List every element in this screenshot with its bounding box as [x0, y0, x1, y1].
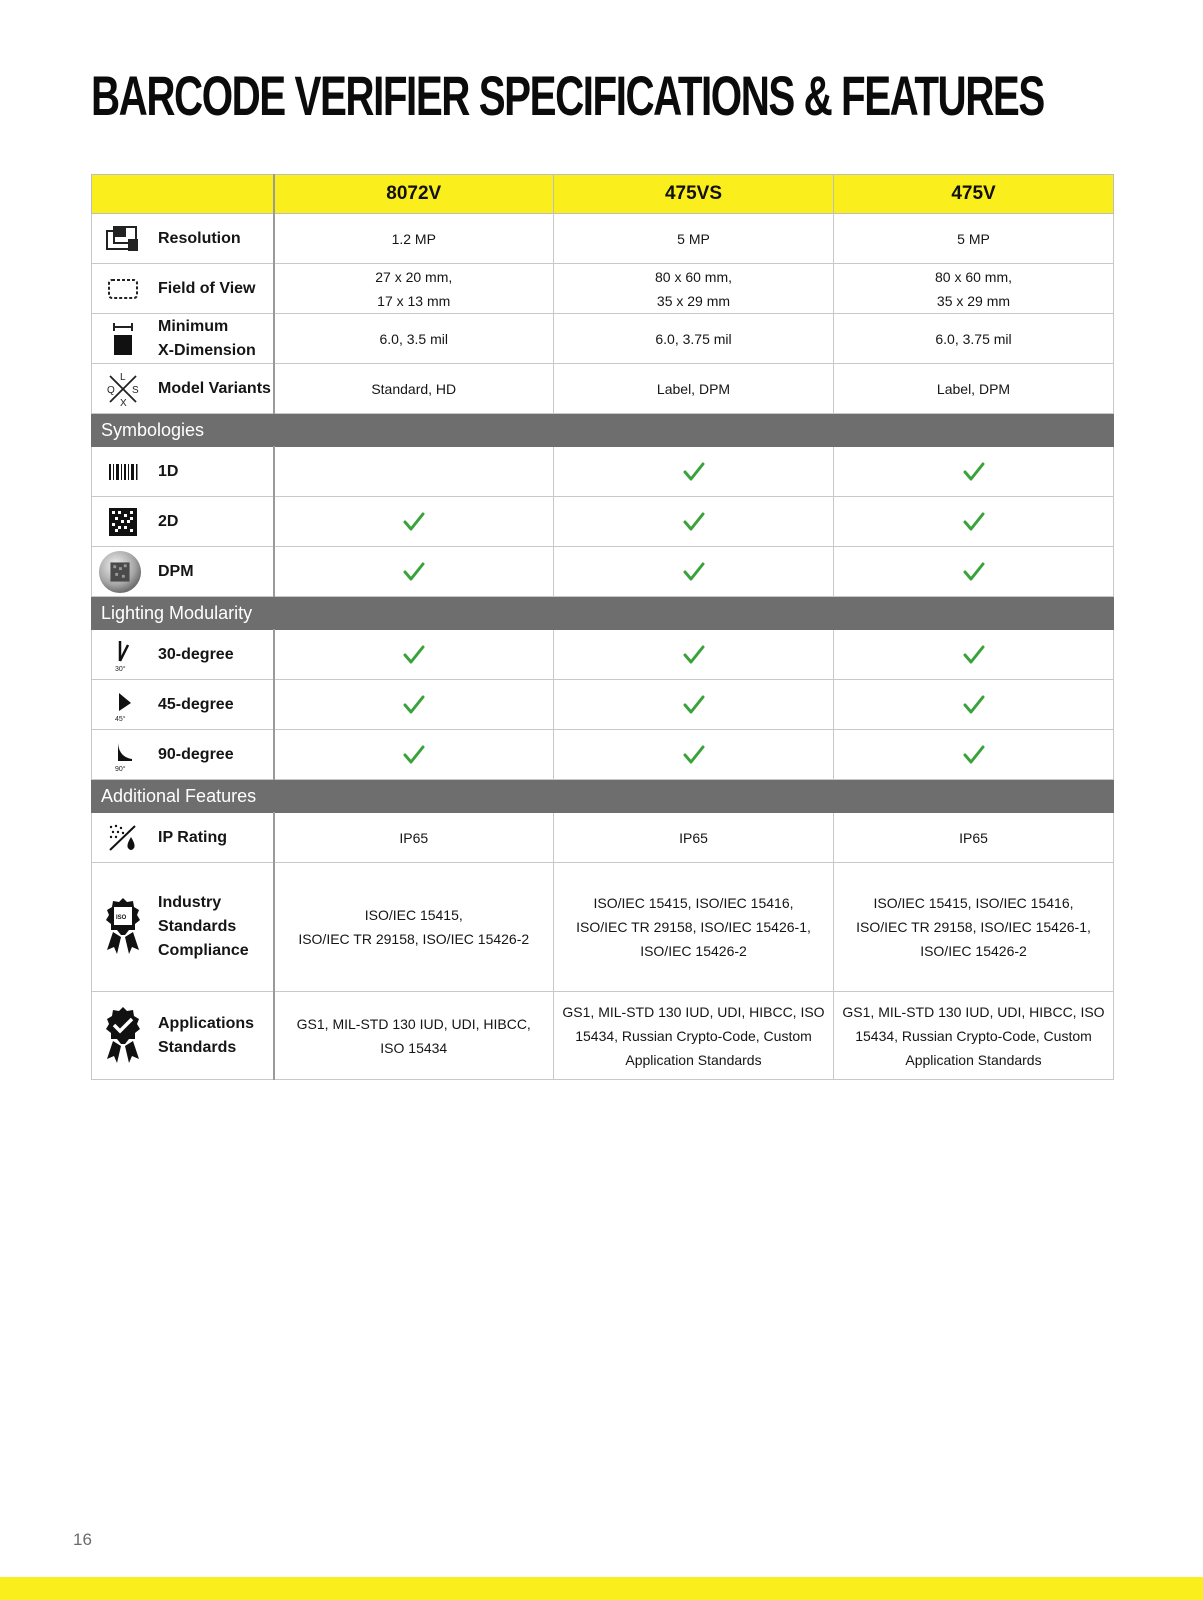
table-cell	[274, 497, 554, 547]
column-header: 475V	[834, 175, 1114, 214]
table-cell	[554, 630, 834, 680]
section-row	[92, 414, 1114, 447]
section-title: Additional Features	[92, 780, 1114, 813]
check-icon	[963, 512, 985, 532]
table-cell: IP65	[274, 813, 554, 863]
section-row	[92, 597, 1114, 630]
table-row	[92, 447, 1114, 497]
row-label-cell	[92, 992, 274, 1080]
table-cell	[554, 547, 834, 597]
ip-rating-icon	[104, 819, 142, 857]
row-label-cell	[92, 680, 274, 730]
table-row	[92, 680, 1114, 730]
table-cell	[834, 547, 1114, 597]
row-label-cell	[92, 813, 274, 863]
model-variants-icon	[104, 370, 142, 408]
table-cell	[554, 447, 834, 497]
check-icon	[683, 562, 705, 582]
check-icon	[683, 745, 705, 765]
table-row	[92, 497, 1114, 547]
header-corner	[92, 175, 274, 214]
variant-letter: X	[120, 397, 127, 407]
table-cell: Standard, HD	[274, 364, 554, 414]
row-label-cell	[92, 214, 274, 264]
row-label-cell	[92, 447, 274, 497]
angle-label: 90°	[115, 765, 126, 773]
row-label: 30-degree	[158, 645, 234, 663]
angle-30-icon	[104, 636, 142, 674]
table-row	[92, 992, 1114, 1080]
table-cell	[554, 497, 834, 547]
page-title: BARCODE VERIFIER SPECIFICATIONS & FEATURES	[91, 64, 1044, 127]
angle-45-icon	[104, 686, 142, 724]
table-cell	[274, 680, 554, 730]
table-cell	[834, 497, 1114, 547]
table-row	[92, 547, 1114, 597]
variant-letter: L	[120, 371, 126, 383]
section-title: Symbologies	[92, 414, 1114, 447]
row-label-cell	[92, 314, 274, 364]
table-cell	[274, 730, 554, 780]
dpm-icon	[104, 553, 142, 591]
table-row	[92, 264, 1114, 314]
check-icon	[963, 645, 985, 665]
table-cell	[554, 680, 834, 730]
table-cell: 6.0, 3.5 mil	[274, 314, 554, 364]
table-cell	[834, 630, 1114, 680]
variant-letter: Q	[107, 384, 115, 396]
footer-accent-bar	[0, 1577, 1203, 1600]
table-row	[92, 863, 1114, 992]
resolution-icon	[104, 220, 142, 258]
check-icon	[963, 695, 985, 715]
row-label: 2D	[158, 512, 179, 530]
table-cell: 5 MP	[834, 214, 1114, 264]
variant-letter: S	[132, 384, 139, 396]
check-icon	[683, 695, 705, 715]
table-cell: IP65	[834, 813, 1114, 863]
table-cell: 6.0, 3.75 mil	[554, 314, 834, 364]
check-icon	[403, 745, 425, 765]
check-icon	[963, 462, 985, 482]
row-label: Applications Standards	[158, 1014, 255, 1056]
table-cell: 6.0, 3.75 mil	[834, 314, 1114, 364]
check-icon	[403, 695, 425, 715]
table-cell: 27 x 20 mm, 17 x 13 mm	[274, 264, 554, 314]
check-icon	[403, 562, 425, 582]
table-row	[92, 813, 1114, 863]
table-cell: 80 x 60 mm, 35 x 29 mm	[834, 264, 1114, 314]
column-header: 475VS	[554, 175, 834, 214]
check-icon	[683, 462, 705, 482]
row-label-cell	[92, 547, 274, 597]
section-title: Lighting Modularity	[92, 597, 1114, 630]
table-row	[92, 214, 1114, 264]
row-label: DPM	[158, 562, 194, 580]
table-cell: 5 MP	[554, 214, 834, 264]
table-cell	[274, 447, 554, 497]
table-cell: GS1, MIL-STD 130 IUD, UDI, HIBCC, ISO 15434, Russian Crypto-Code, Custom Application Standards	[834, 992, 1114, 1080]
check-icon	[963, 745, 985, 765]
table-cell	[554, 730, 834, 780]
row-label-cell	[92, 364, 274, 414]
check-badge-icon	[104, 1017, 142, 1055]
table-row	[92, 730, 1114, 780]
header-row	[92, 175, 1114, 214]
table-cell: ISO/IEC 15415, ISO/IEC 15416, ISO/IEC TR 29158, ISO/IEC 15426-1, ISO/IEC 15426-2	[834, 863, 1114, 992]
row-label: Field of View	[158, 279, 256, 297]
row-label-cell	[92, 264, 274, 314]
table-cell	[834, 680, 1114, 730]
check-icon	[683, 512, 705, 532]
table-cell	[274, 630, 554, 680]
table-cell: Label, DPM	[554, 364, 834, 414]
row-label-cell	[92, 863, 274, 992]
section-row	[92, 780, 1114, 813]
row-label-cell	[92, 630, 274, 680]
table-cell: ISO/IEC 15415, ISO/IEC TR 29158, ISO/IEC 15426-2	[274, 863, 554, 992]
table-cell: GS1, MIL-STD 130 IUD, UDI, HIBCC, ISO 15434, Russian Crypto-Code, Custom Application Standards	[554, 992, 834, 1080]
barcode-1d-icon	[104, 453, 142, 491]
datamatrix-2d-icon	[104, 503, 142, 541]
spec-table	[91, 174, 1114, 1080]
check-icon	[403, 512, 425, 532]
table-cell	[834, 447, 1114, 497]
row-label: IP Rating	[158, 828, 228, 846]
table-cell: ISO/IEC 15415, ISO/IEC 15416, ISO/IEC TR 29158, ISO/IEC 15426-1, ISO/IEC 15426-2	[554, 863, 834, 992]
row-label: Model Variants	[158, 379, 271, 397]
angle-label: 45°	[115, 715, 126, 723]
check-icon	[683, 645, 705, 665]
table-row	[92, 314, 1114, 364]
check-icon	[963, 562, 985, 582]
x-dimension-icon	[104, 320, 142, 358]
page-number: 16	[73, 1530, 92, 1549]
table-row	[92, 630, 1114, 680]
column-header: 8072V	[274, 175, 554, 214]
check-icon	[403, 645, 425, 665]
row-label: Resolution	[158, 229, 241, 247]
table-row	[92, 364, 1114, 414]
table-cell	[274, 547, 554, 597]
iso-badge-icon	[104, 908, 142, 946]
table-cell: Label, DPM	[834, 364, 1114, 414]
table-cell: IP65	[554, 813, 834, 863]
row-label: 45-degree	[158, 695, 234, 713]
row-label: 90-degree	[158, 745, 234, 763]
table-cell: GS1, MIL-STD 130 IUD, UDI, HIBCC, ISO 15434	[274, 992, 554, 1080]
table-cell	[834, 730, 1114, 780]
table-cell: 80 x 60 mm, 35 x 29 mm	[554, 264, 834, 314]
field-of-view-icon	[104, 270, 142, 308]
row-label: Minimum X-Dimension	[158, 317, 256, 359]
angle-90-icon	[104, 736, 142, 774]
iso-badge-text: ISO	[116, 915, 127, 921]
table-cell: 1.2 MP	[274, 214, 554, 264]
row-label-cell	[92, 730, 274, 780]
row-label-cell	[92, 497, 274, 547]
row-label: 1D	[158, 462, 179, 480]
angle-label: 30°	[115, 665, 126, 673]
row-label: Industry Standards Compliance	[158, 894, 249, 959]
